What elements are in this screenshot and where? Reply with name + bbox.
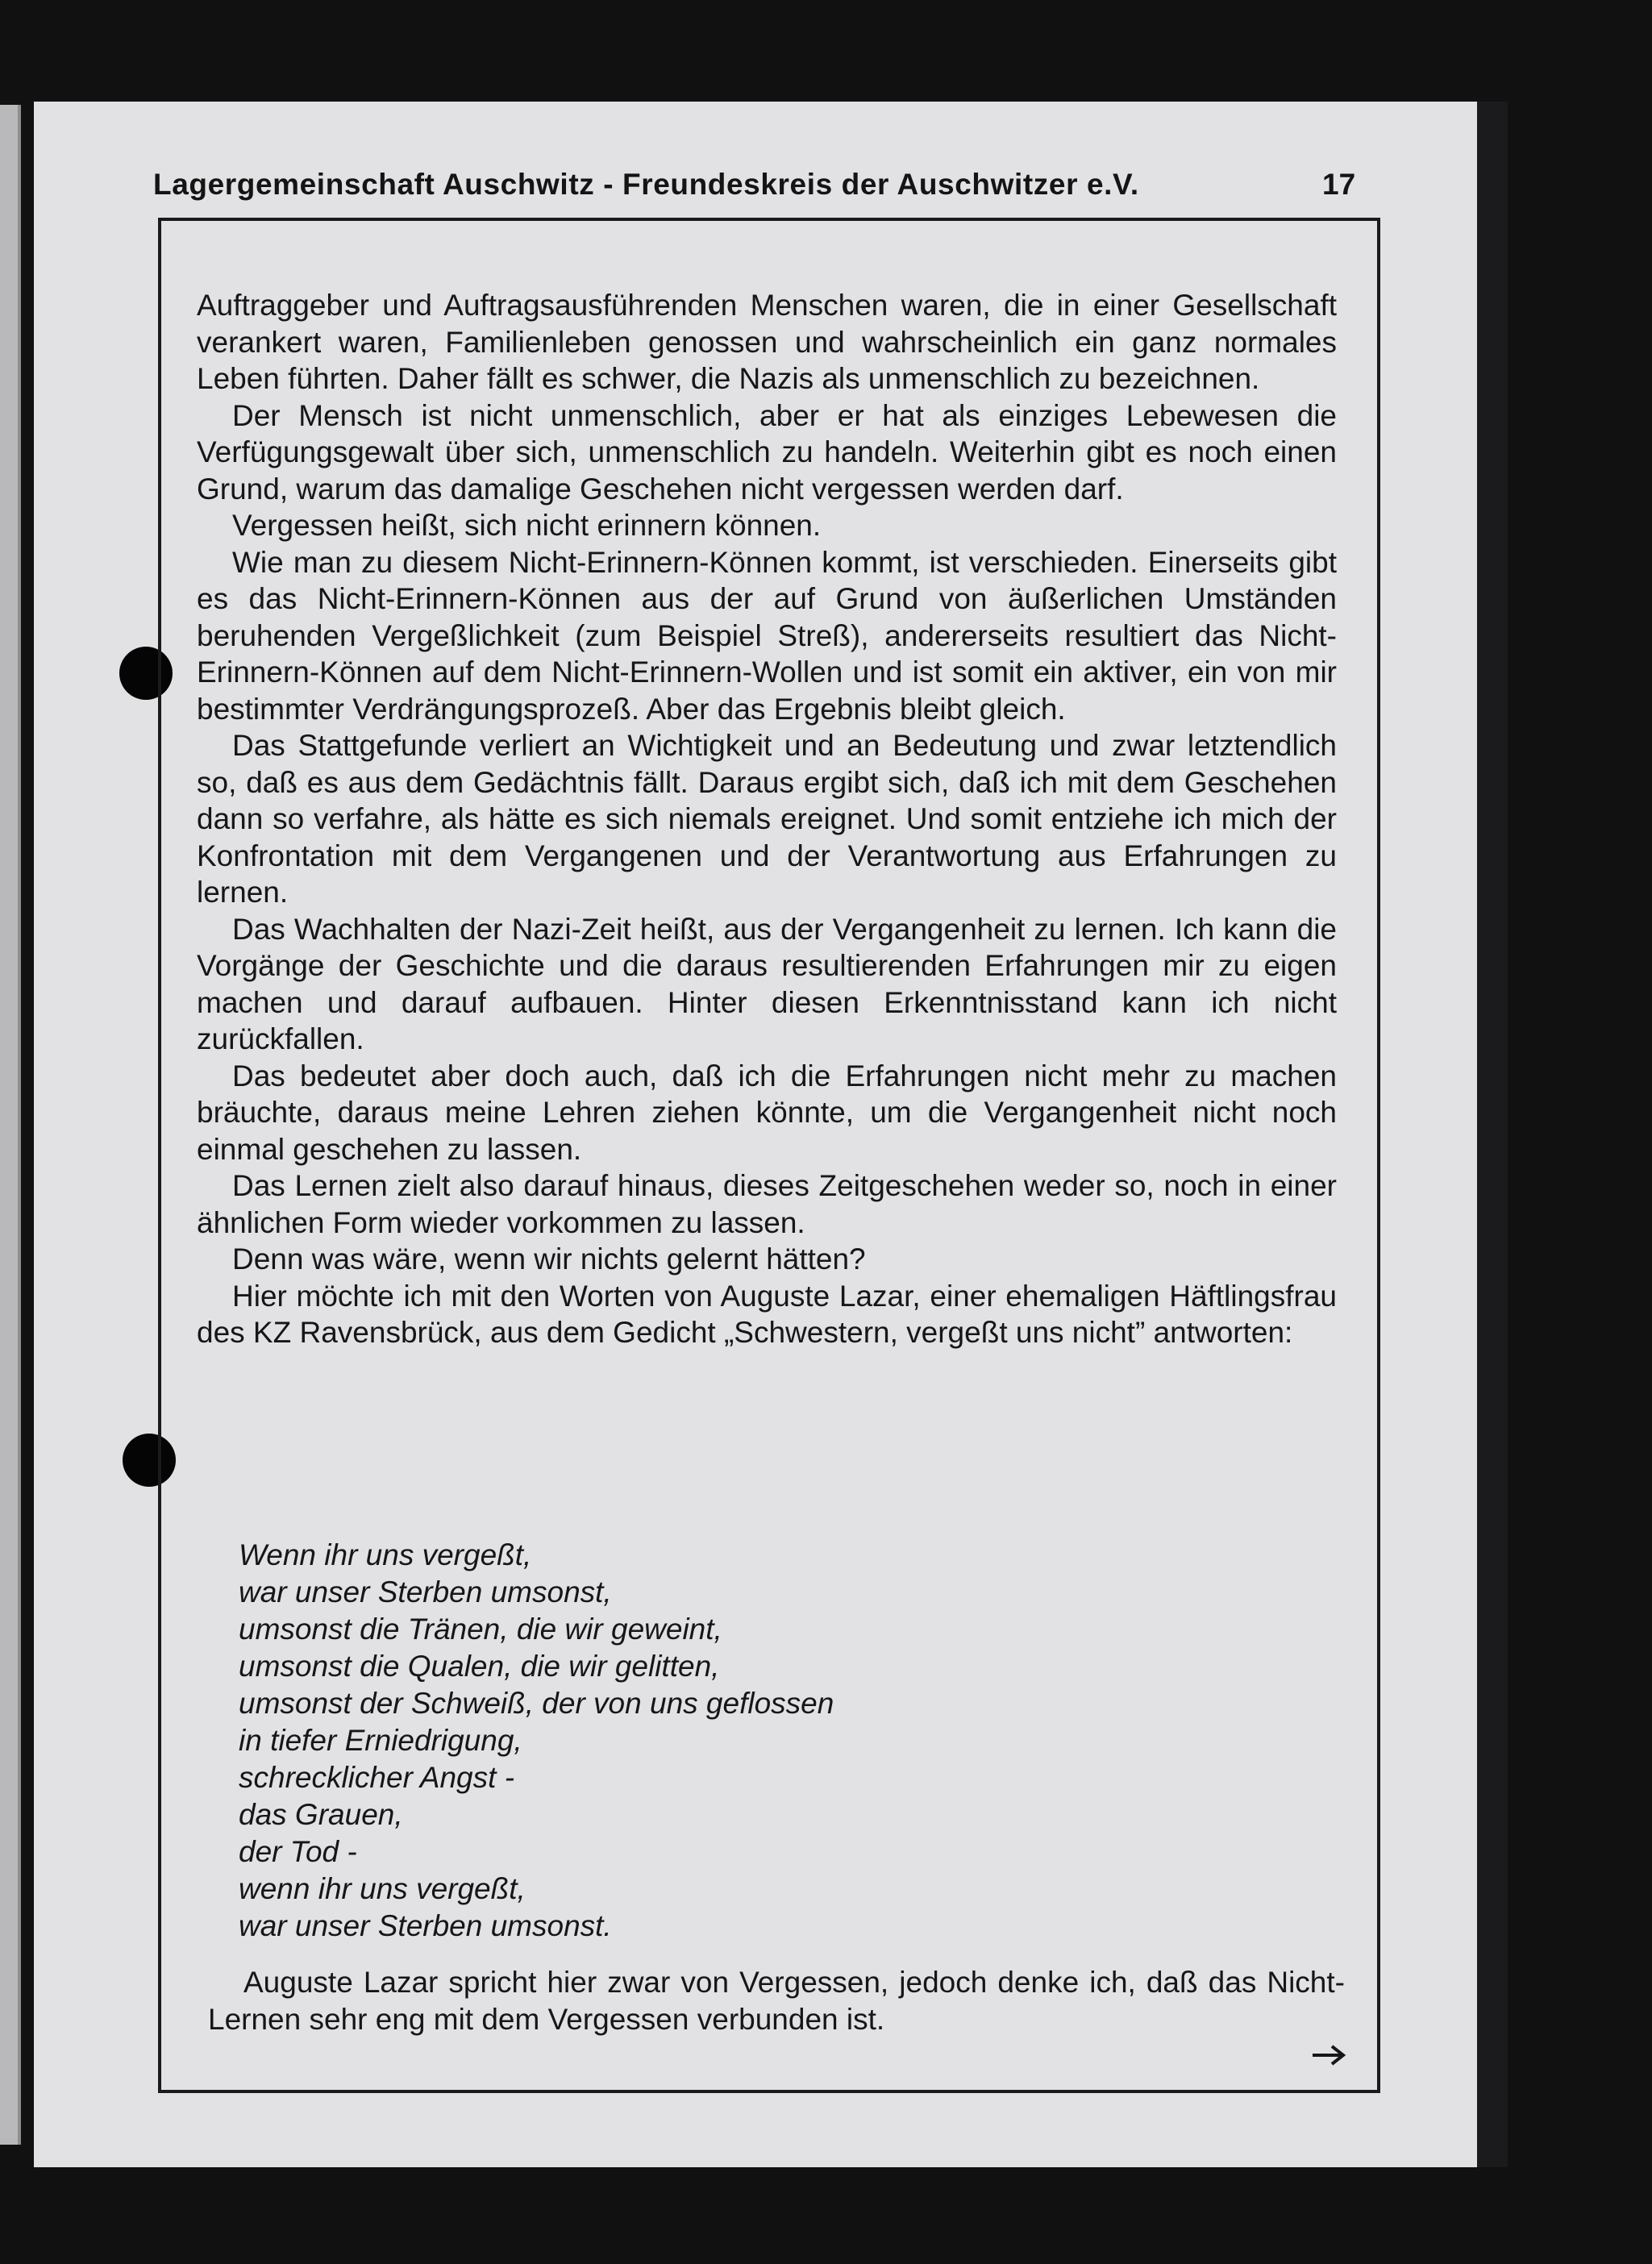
paragraph: Hier möchte ich mit den Worten von Auguste Lazar, einer ehemaligen Häftlingsfrau des KZ Ravensbrück, aus dem Gedicht „Schwestern, vergeßt uns nicht” antworten: [197,1279,1337,1349]
page-number: 17 [1322,168,1356,201]
page-shadow [1477,102,1508,2167]
poem-line: Wenn ihr uns vergeßt, [239,1538,532,1571]
poem-line: in tiefer Erniedrigung, [239,1724,522,1757]
facing-page-edge [0,105,21,2145]
paragraph: Das Lernen zielt also darauf hinaus, dieses Zeitgeschehen weder so, noch in einer ähnlichen Form wieder vorkommen zu lassen. [197,1169,1337,1239]
paragraph: Das bedeutet aber doch auch, daß ich die Erfahrungen nicht mehr zu machen bräuchte, daraus meine Lehren ziehen könnte, um die Vergangenheit nicht noch einmal geschehen zu lassen. [197,1059,1337,1166]
body-text [197,287,1337,1351]
poem-line: umsonst der Schweiß, der von uns geflossen [239,1687,834,1720]
paragraph: Das Wachhalten der Nazi-Zeit heißt, aus der Vergangenheit zu lernen. Ich kann die Vorgänge der Geschichte und die daraus resultierenden Erfahrungen mir zu eigen machen und darauf aufbauen. Hinter diesen Erkenntnisstand kann ich nicht zurückfallen. [197,912,1337,1055]
poem-line: war unser Sterben umsonst, [239,1575,612,1609]
poem-line: war unser Sterben umsonst. [239,1909,612,1942]
poem-line: schrecklicher Angst - [239,1761,515,1794]
paragraph: Wie man zu diesem Nicht-Erinnern-Können kommt, ist verschieden. Einerseits gibt es das Nicht-Erinnern-Können aus der auf Grund von äußerlichen Umständen beruhenden Vergeßlichkeit (zum Beispiel Streß), andererseits resultiert das Nicht-Erinnern-Können auf dem Nicht-Erinnern-Wollen und ist somit ein aktiver, ein von mir bestimmter Verdrängungsprozeß. Aber das Ergebnis bleibt gleich. [197,545,1337,726]
closing-text [208,1964,1345,2037]
paragraph: Auftraggeber und Auftragsausführenden Menschen waren, die in einer Gesellschaft verankert waren, Familienleben genossen und wahrscheinlich ein ganz normales Leben führten. Daher fällt es schwer, die Nazis als unmenschlich zu bezeichnen. [197,289,1337,395]
poem-line: wenn ihr uns vergeßt, [239,1872,526,1905]
paragraph: Denn was wäre, wenn wir nichts gelernt hätten? [232,1242,866,1276]
poem [239,1537,834,1945]
arrow-right-icon [1311,2043,1346,2067]
paragraph: Vergessen heißt, sich nicht erinnern können. [232,509,822,542]
poem-line: das Grauen, [239,1798,403,1831]
poem-line: umsonst die Qualen, die wir gelitten, [239,1650,720,1683]
poem-line: der Tod - [239,1835,357,1868]
page-header-title: Lagergemeinschaft Auschwitz - Freundeskreis der Auschwitzer e.V. [153,168,1139,201]
paragraph: Der Mensch ist nicht unmenschlich, aber er hat als einziges Lebewesen die Verfügungsgewalt über sich, unmenschlich zu handeln. Weiterhin gibt es noch einen Grund, warum das damalige Geschehen nicht vergessen werden darf. [197,398,1337,506]
poem-line: umsonst die Tränen, die wir geweint, [239,1613,722,1646]
paragraph: Das Stattgefunde verliert an Wichtigkeit und an Bedeutung und zwar letztendlich so, daß es aus dem Gedächtnis fällt. Daraus ergibt sich, daß ich mit dem Geschehen dann so verfahre, als hätte es sich niemals ereignet. Und somit entziehe ich mich der Konfrontation mit dem Vergangenen und der Verantwortung aus Erfahrungen zu lernen. [197,729,1337,909]
paragraph: Auguste Lazar spricht hier zwar von Vergessen, jedoch denke ich, daß das Nicht-Lernen sehr eng mit dem Vergessen verbunden ist. [208,1966,1345,2036]
